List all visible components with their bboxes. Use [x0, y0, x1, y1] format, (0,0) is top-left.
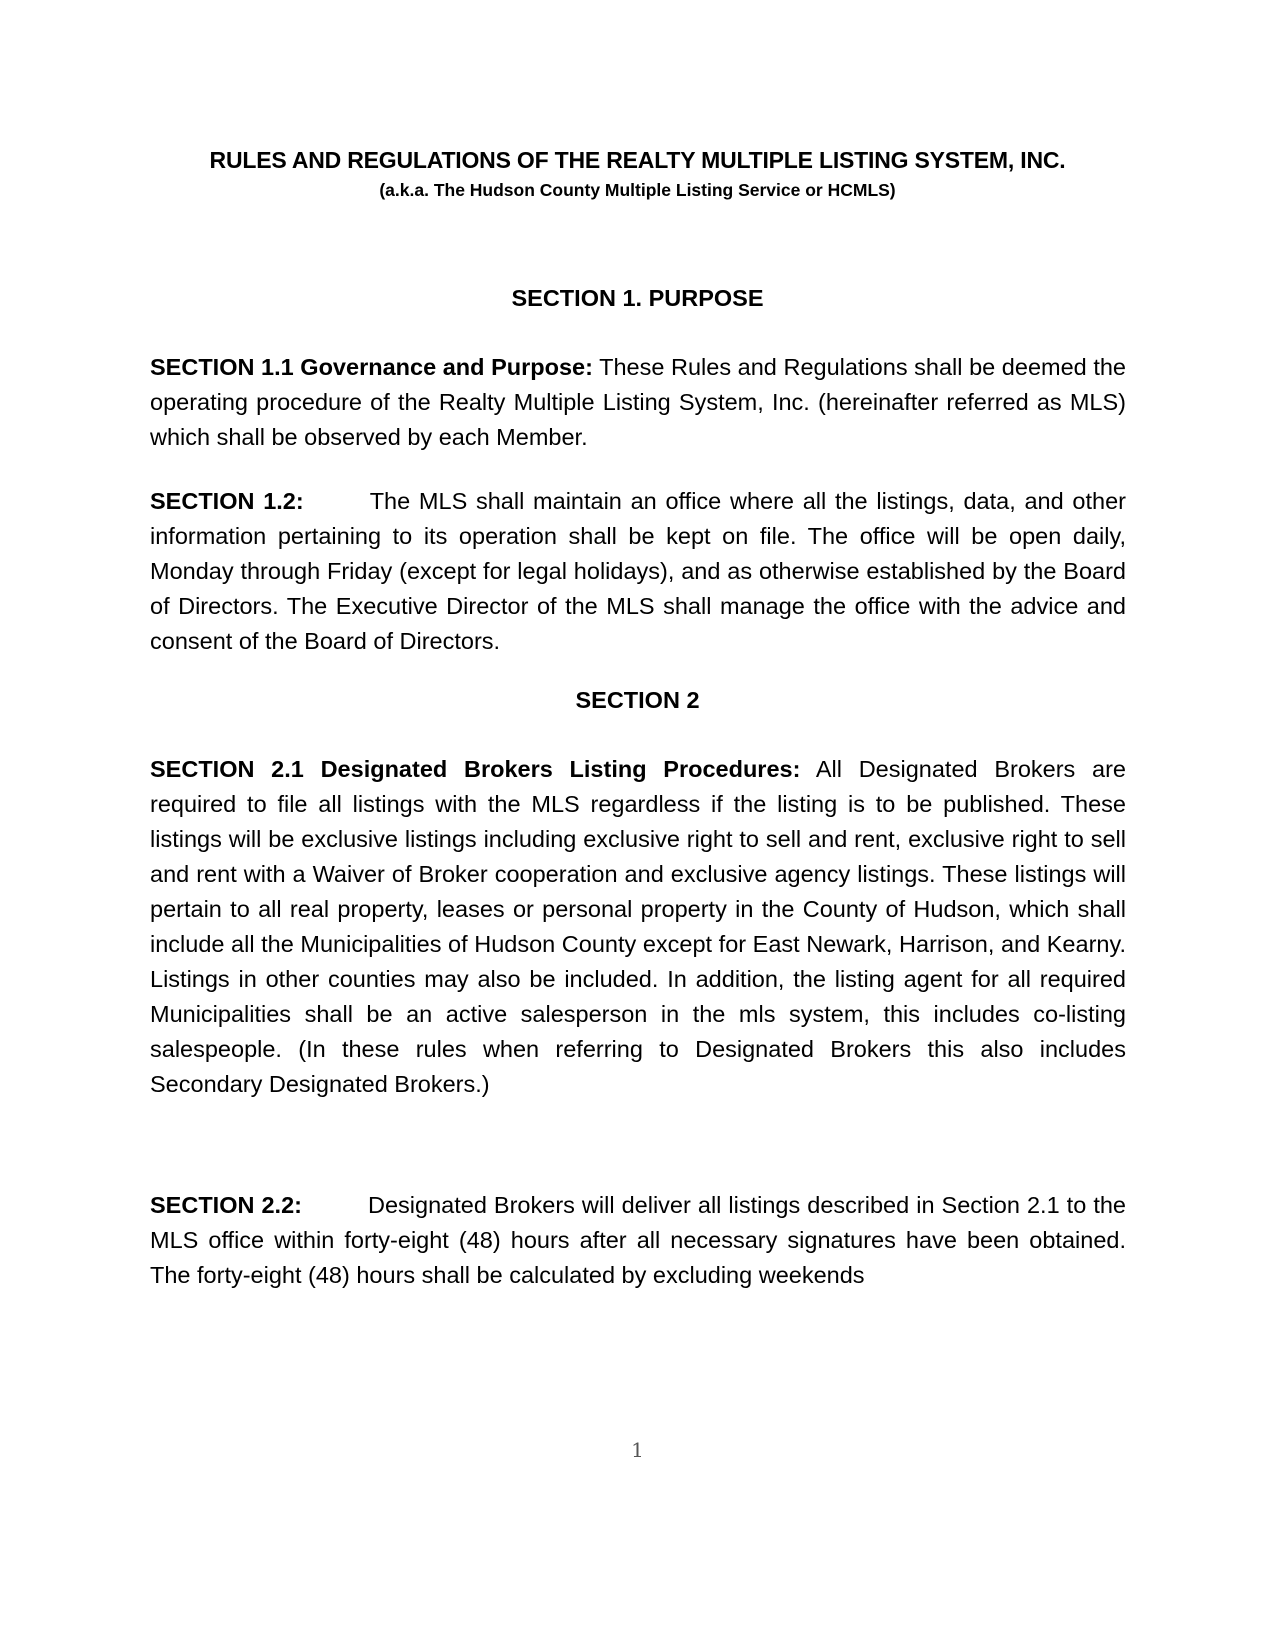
section-2-1-paragraph: [150, 752, 1126, 1102]
section-1-1-label: SECTION 1.1 Governance and Purpose:: [150, 354, 593, 380]
section-1-1-paragraph: [150, 350, 1126, 455]
section-2-2-label: SECTION 2.2:: [150, 1192, 302, 1218]
section-1-2-paragraph: [150, 484, 1126, 659]
section-2-2-text: Designated Brokers will deliver all listings described in Section 2.1 to the MLS office within forty-eight (48) hours after all necessary signatures have been obtained. The forty-eight (48) hours shall be calculated by excluding weekends: [150, 1192, 1126, 1288]
section-2-1-label: SECTION 2.1 Designated Brokers Listing Procedures:: [150, 756, 801, 782]
document-title: RULES AND REGULATIONS OF THE REALTY MULTIPLE LISTING SYSTEM, INC.: [209, 147, 1066, 173]
page-number: 1: [631, 1438, 644, 1462]
document-subtitle: (a.k.a. The Hudson County Multiple Listing Service or HCMLS): [379, 180, 896, 200]
section-1-1-text: These Rules and Regulations shall be deemed the operating procedure of the Realty Multiple Listing System, Inc. (hereinafter referred as MLS) which shall be observed by each Member.: [150, 354, 1126, 450]
section-2-heading: SECTION 2: [575, 687, 700, 713]
section-1-2-text: The MLS shall maintain an office where all the listings, data, and other information pertaining to its operation shall be kept on file. The office will be open daily, Monday through Friday (except for legal holidays), and as otherwise established by the Board of Directors. The Executive Director of the MLS shall manage the office with the advice and consent of the Board of Directors.: [150, 488, 1126, 654]
section-1-heading: SECTION 1. PURPOSE: [511, 285, 764, 311]
section-2-1-text: All Designated Brokers are required to file all listings with the MLS regardless if the listing is to be published. These listings will be exclusive listings including exclusive right to sell and rent, exclusive right to sell and rent with a Waiver of Broker cooperation and exclusive agency listings. These listings will pertain to all real property, leases or personal property in the County of Hudson, which shall include all the Municipalities of Hudson County except for East Newark, Harrison, and Kearny. Listings in other counties may also be included. In addition, the listing agent for all required Municipalities shall be an active salesperson in the mls system, this includes co-listing salespeople. (In these rules when referring to Designated Brokers this also includes Secondary Designated Brokers.): [150, 756, 1126, 1097]
section-2-2-paragraph: [150, 1188, 1126, 1293]
section-1-2-label: SECTION 1.2:: [150, 488, 304, 514]
